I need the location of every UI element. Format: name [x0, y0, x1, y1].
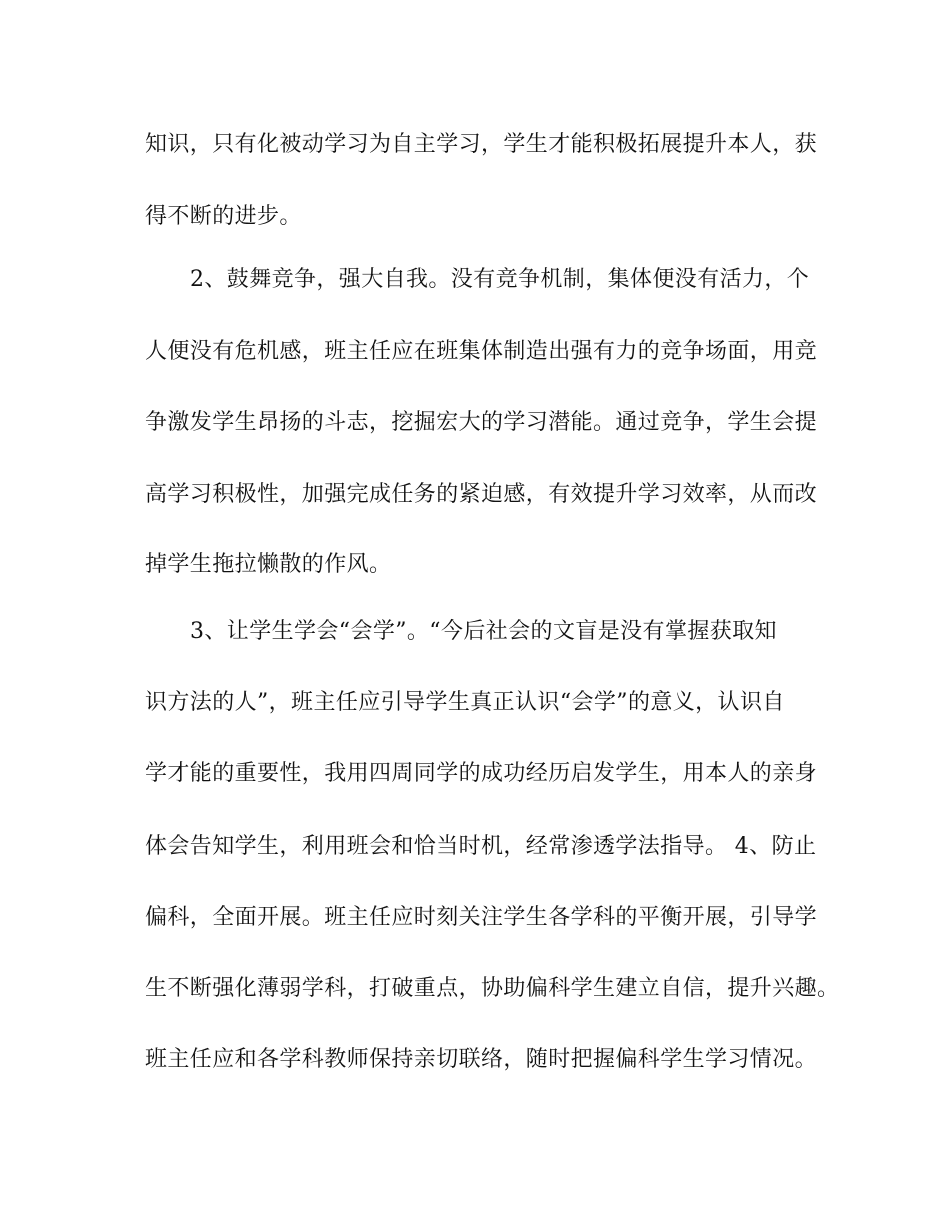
- text-line-5: 争激发学生昂扬的斗志，挖掘宏大的学习潜能。通过竞争，学生会提: [145, 410, 818, 435]
- text-line-13: 生不断强化薄弱学科，打破重点，协助偏科学生建立自信，提升兴趣。: [145, 976, 840, 1001]
- text-line-6: 高学习积极性，加强完成任务的紧迫感，有效提升学习效率，从而改: [145, 482, 818, 507]
- text-line-3: 2、鼓舞竞争，强大自我。没有竞争机制，集体便没有活力，个: [190, 267, 810, 292]
- text-line-8: 3、让学生学会“会学”。“今后社会的文盲是没有掌握获取知: [190, 619, 777, 644]
- text-line-7: 掉学生拖拉懒散的作风。: [145, 552, 392, 577]
- text-line-11: 体会告知学生，利用班会和恰当时机，经常渗透学法指导。 4、防止: [145, 834, 817, 859]
- text-line-1: 知识，只有化被动学习为自主学习，学生才能积极拓展提升本人，获: [145, 132, 818, 157]
- text-line-4: 人便没有危机感，班主任应在班集体制造出强有力的竞争场面，用竞: [145, 339, 818, 364]
- text-line-9: 识方法的人”，班主任应引导学生真正认识“会学”的意义，认识自: [145, 690, 785, 715]
- text-line-10: 学才能的重要性，我用四周同学的成功经历启发学生，用本人的亲身: [145, 761, 818, 786]
- text-line-14: 班主任应和各学科教师保持亲切联络，随时把握偏科学生学习情况。: [145, 1047, 818, 1072]
- text-line-2: 得不断的进步。: [145, 204, 302, 229]
- text-line-12: 偏科，全面开展。班主任应时刻关注学生各学科的平衡开展，引导学: [145, 905, 818, 930]
